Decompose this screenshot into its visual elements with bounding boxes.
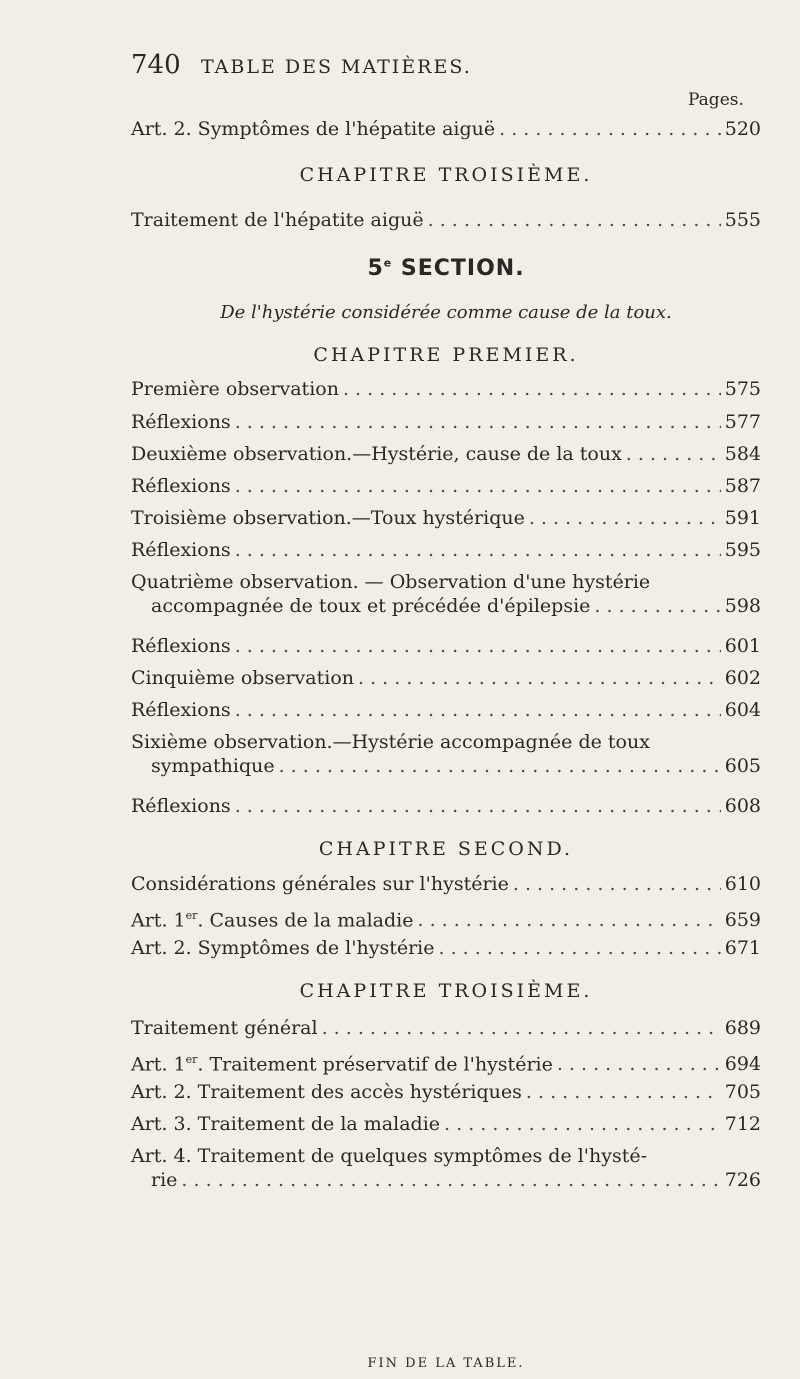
toc-entry: Art. 2. Traitement des accès hystériques . . . 705 <box>131 1080 761 1104</box>
toc-entry: Réflexions . . . 604 <box>131 698 761 722</box>
toc-entry: Cinquième observation . . . 602 <box>131 666 761 690</box>
toc-entry: Art. 1er. Causes de la maladie . . . 659 <box>131 904 761 932</box>
end-of-table: FIN DE LA TABLE. <box>367 1356 525 1371</box>
toc-entry: Réflexions . . . 577 <box>131 410 761 434</box>
toc-entry: Troisième observation.—Toux hystérique . . . 591 <box>131 506 761 530</box>
chapter-heading: CHAPITRE PREMIER. <box>313 344 579 366</box>
toc-entry: Première observation . . . 575 <box>131 377 761 401</box>
page-number: 740 <box>131 50 181 80</box>
toc-entry: Réflexions . . . 608 <box>131 794 761 818</box>
section-subtitle: De l'hystérie considérée comme cause de la toux. <box>220 302 672 323</box>
page-header <box>131 50 731 90</box>
toc-entry: Art. 1er. Traitement préservatif de l'hystérie . . . 694 <box>131 1048 761 1076</box>
pages-column-label: Pages. <box>688 90 744 110</box>
section-heading: 5e SECTION. <box>367 256 525 281</box>
toc-entry: Deuxième observation.—Hystérie, cause de la toux . . . 584 <box>131 442 761 466</box>
toc-entry: Sixième observation.—Hystérie accompagnée de toux sympathique . . . 605 <box>131 730 761 778</box>
toc-entry: Réflexions . . . 601 <box>131 634 761 658</box>
toc-entry: Quatrième observation. — Observation d'une hystérie accompagnée de toux et précédée d'épilepsie . . . 598 <box>131 570 761 618</box>
toc-entry: Réflexions . . . 587 <box>131 474 761 498</box>
running-title: TABLE DES MATIÈRES. <box>201 56 472 78</box>
toc-entry: Traitement de l'hépatite aiguë . . . 555 <box>131 208 761 232</box>
toc-entry: Traitement général . . . 689 <box>131 1016 761 1040</box>
toc-entry: Réflexions . . . 595 <box>131 538 761 562</box>
toc-entry: Art. 2. Symptômes de l'hystérie . . . 671 <box>131 936 761 960</box>
toc-entry: Art. 3. Traitement de la maladie . . . 712 <box>131 1112 761 1136</box>
chapter-heading: CHAPITRE TROISIÈME. <box>299 164 593 186</box>
chapter-heading: CHAPITRE TROISIÈME. <box>299 980 593 1002</box>
toc-entry: Art. 4. Traitement de quelques symptômes de l'hysté- rie . . . 726 <box>131 1144 761 1192</box>
toc-entry: Art. 2. Symptômes de l'hépatite aiguë . . . 520 <box>131 117 761 141</box>
chapter-heading: CHAPITRE SECOND. <box>318 838 574 860</box>
toc-entry: Considérations générales sur l'hystérie . . . 610 <box>131 872 761 896</box>
